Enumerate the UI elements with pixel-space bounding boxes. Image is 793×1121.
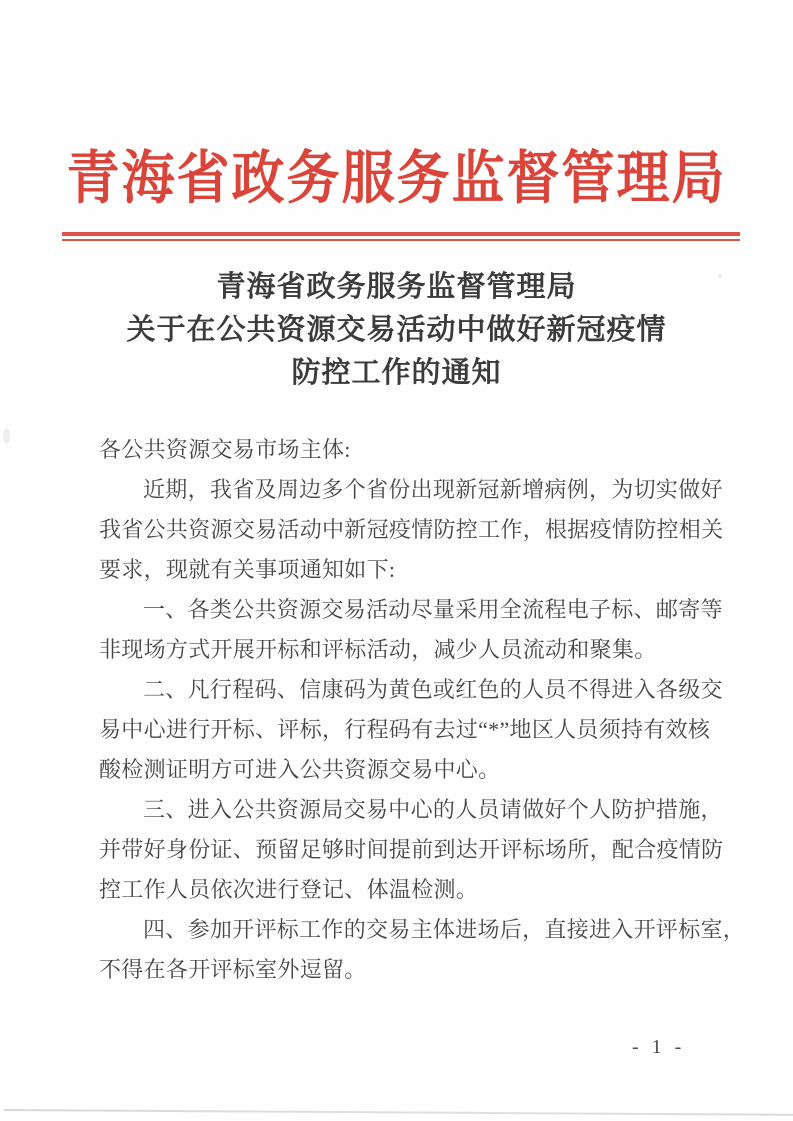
- body-line: 易中心进行开标、评标，行程码有去过“*”地区人员须持有效核: [99, 717, 711, 742]
- org-name-text: 青海省政务服务监督管理局: [66, 147, 727, 211]
- masthead-divider-rule: [62, 232, 740, 241]
- document-masthead: [0, 144, 793, 214]
- body-line: 一、各类公共资源交易活动尽量采用全流程电子标、邮寄等: [143, 597, 723, 622]
- document-body: [99, 430, 746, 990]
- scan-speck-artifact: [3, 428, 10, 444]
- document-title-line: 青海省政务服务监督管理局: [216, 271, 577, 303]
- body-line: 并带好身份证、预留足够时间提前到达开评标场所，配合疫情防: [99, 837, 724, 862]
- document-title: [0, 266, 793, 395]
- body-line: 不得在各开评标室外逗留。: [99, 957, 367, 982]
- body-line: 控工作人员依次进行登记、体温检测。: [99, 877, 479, 902]
- scan-speck-artifact: [718, 274, 722, 278]
- body-line: 非现场方式开展开标和评标活动，减少人员流动和聚集。: [99, 637, 657, 662]
- scan-edge-artifact: [4, 1109, 793, 1116]
- body-line: 近期，我省及周边多个省份出现新冠新增病例，为切实做好: [143, 477, 723, 502]
- page-number: - 1 -: [632, 1036, 686, 1058]
- body-line: 四、参加开评标工作的交易主体进场后，直接进入开评标室，: [143, 917, 746, 942]
- body-line: 我省公共资源交易活动中新冠疫情防控工作，根据疫情防控相关: [99, 517, 724, 542]
- body-line: 各公共资源交易市场主体:: [99, 437, 351, 462]
- body-line: 二、凡行程码、信康码为黄色或红色的人员不得进入各级交: [143, 677, 723, 702]
- body-line: 三、进入公共资源局交易中心的人员请做好个人防护措施，: [143, 797, 723, 822]
- document-title-line: 关于在公共资源交易活动中做好新冠疫情: [126, 314, 667, 346]
- document-title-line: 防控工作的通知: [291, 357, 502, 389]
- body-line: 要求，现就有关事项通知如下:: [99, 557, 396, 582]
- body-line: 酸检测证明方可进入公共资源交易中心。: [99, 757, 501, 782]
